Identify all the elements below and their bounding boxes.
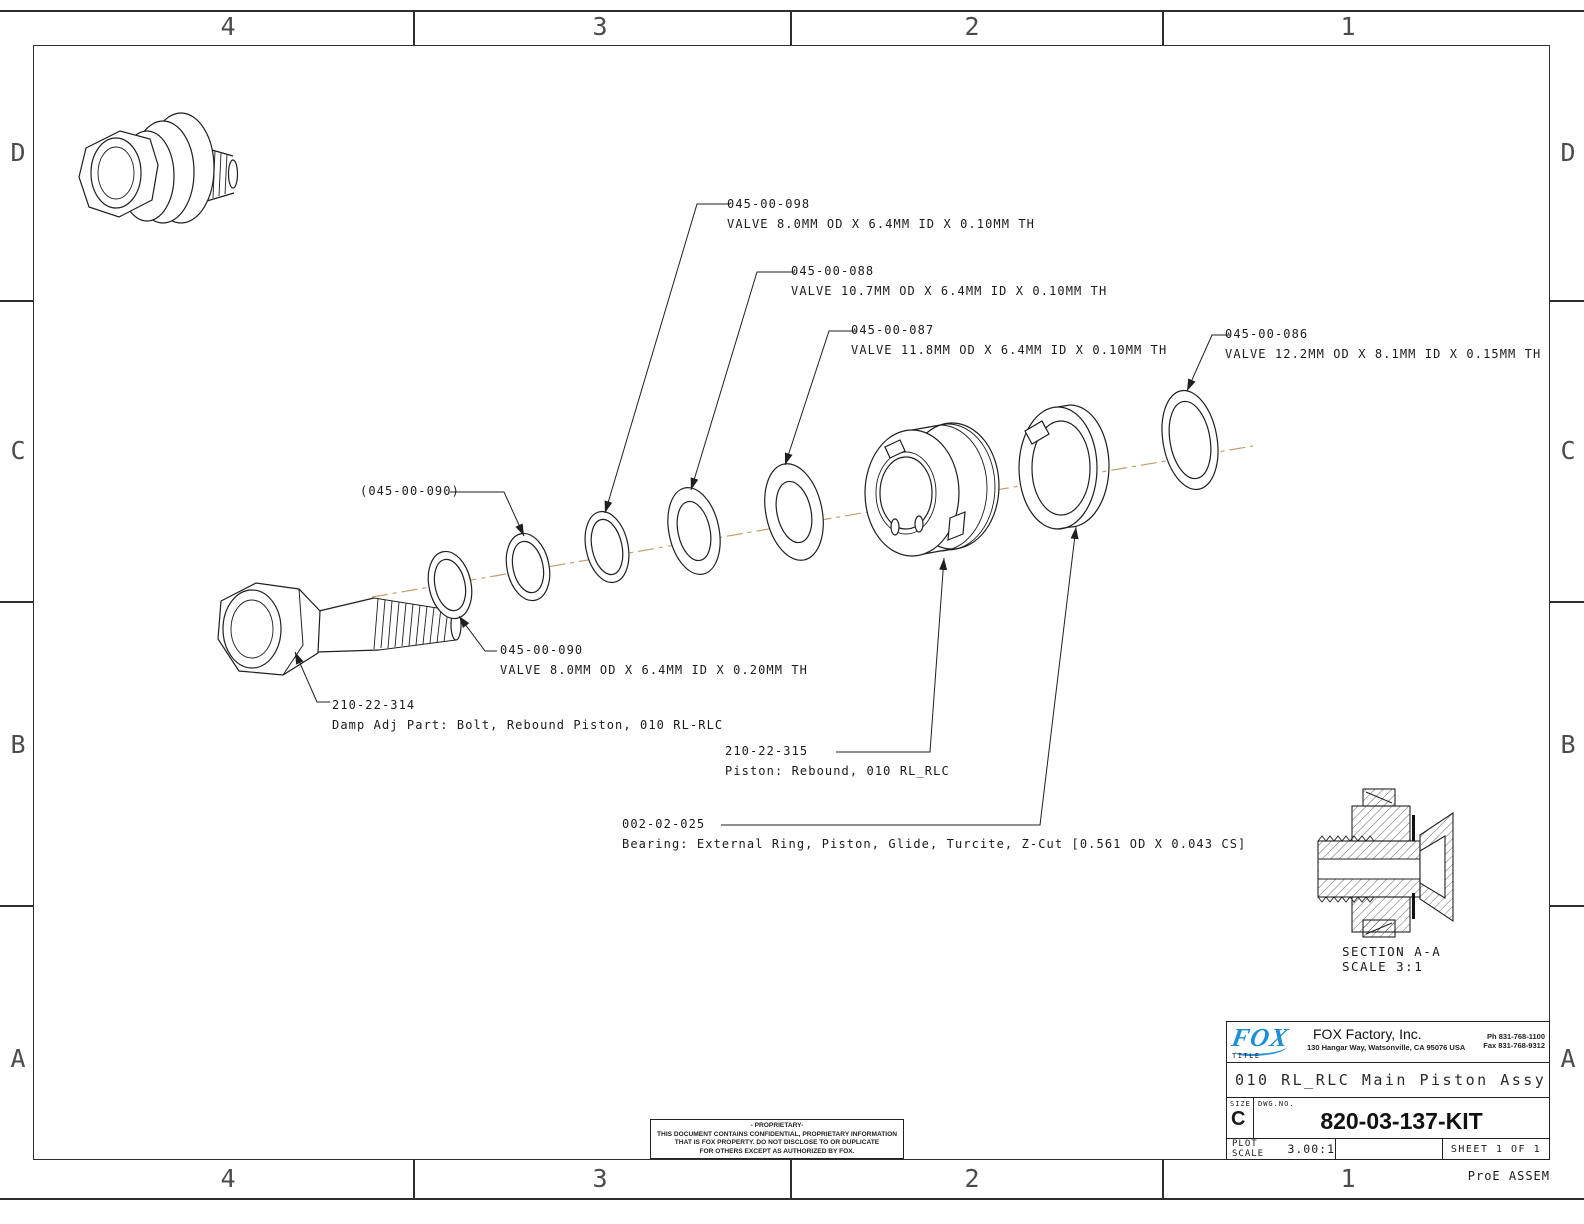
section-view <box>1318 789 1453 937</box>
zone-col-label: 4 <box>220 12 236 41</box>
zone-row-label: B <box>10 730 26 759</box>
plot-scale-cell <box>1227 1139 1336 1159</box>
callout-045-00-088 <box>791 261 1107 301</box>
zone-row-label: B <box>1560 730 1576 759</box>
company-phone-fax <box>1483 1032 1545 1050</box>
part-number: 045-00-087 <box>851 323 935 337</box>
footer-note: ProE ASSEM <box>1467 1169 1550 1183</box>
section-scale: SCALE 3:1 <box>1342 959 1424 974</box>
proprietary-line: - PROPRIETARY- <box>750 1122 804 1129</box>
part-description: VALVE 10.7MM OD X 6.4MM ID X 0.10MM TH <box>791 284 1108 298</box>
callout-045-00-098 <box>727 194 1035 234</box>
zone-col-label: 3 <box>592 12 608 41</box>
part-number: 045-00-086 <box>1225 327 1309 341</box>
callout-045-00-090-ref <box>360 481 460 501</box>
title-row <box>1227 1063 1549 1097</box>
part-description: Piston: Rebound, 010 RL_RLC <box>725 764 950 778</box>
callout-210-22-314 <box>332 695 723 735</box>
part-number: 210-22-315 <box>725 744 809 758</box>
part-bearing-002-02-025 <box>1019 405 1109 529</box>
part-valve-045-00-090-alt <box>500 529 555 604</box>
dwg-no-label: DWG.NO. <box>1258 1099 1295 1108</box>
company-fax: Fax 831-768-9312 <box>1483 1041 1545 1050</box>
part-bolt-210-22-314 <box>218 583 461 675</box>
part-valve-045-00-086 <box>1155 386 1226 494</box>
size-dwg-row <box>1227 1098 1549 1139</box>
drawing-title: 010 RL_RLC Main Piston Assy <box>1235 1071 1547 1089</box>
part-piston-210-22-315 <box>865 423 999 556</box>
part-description: VALVE 8.0MM OD X 6.4MM ID X 0.20MM TH <box>500 663 809 677</box>
part-valve-045-00-098 <box>579 507 635 586</box>
assembled-view <box>79 113 238 223</box>
size-value: C <box>1231 1107 1246 1130</box>
title-label: TITLE <box>1232 1052 1261 1061</box>
zone-col-label: 4 <box>220 1164 236 1193</box>
proprietary-line: THIS DOCUMENT CONTAINS CONFIDENTIAL, PROPRIETARY INFORMATION <box>657 1130 897 1138</box>
dwg-number: 820-03-137-KIT <box>1320 1107 1483 1134</box>
sheet-number: SHEET 1 OF 1 <box>1450 1143 1542 1155</box>
company-address: 130 Hangar Way, Watsonville, CA 95076 USA <box>1307 1043 1466 1052</box>
size-label: SIZE <box>1230 1099 1251 1108</box>
part-number: 045-00-090 <box>500 643 584 657</box>
zone-row-label: D <box>1560 138 1576 167</box>
title-block-header <box>1227 1022 1549 1063</box>
zone-row-label: D <box>10 138 26 167</box>
part-description: Bearing: External Ring, Piston, Glide, Turcite, Z-Cut [0.561 OD X 0.043 CS] <box>622 837 1247 851</box>
part-number: (045-00-090) <box>360 484 460 498</box>
part-description: VALVE 12.2MM OD X 8.1MM ID X 0.15MM TH <box>1225 347 1542 361</box>
callout-045-00-090 <box>500 640 808 680</box>
zone-col-label: 2 <box>964 1164 980 1193</box>
part-description: Damp Adj Part: Bolt, Rebound Piston, 010 RL-RLC <box>332 718 724 732</box>
fox-logo: FOX <box>1229 1023 1292 1052</box>
zone-row-label: A <box>1560 1044 1576 1073</box>
plot-scale-value: 3.00:1 <box>1287 1142 1335 1156</box>
zone-col-label: 1 <box>1340 1164 1356 1193</box>
part-description: VALVE 8.0MM OD X 6.4MM ID X 0.10MM TH <box>727 217 1036 231</box>
company-phone: Ph 831-768-1100 <box>1487 1032 1545 1041</box>
part-valve-045-00-087 <box>756 458 831 566</box>
zone-row-label: C <box>1560 436 1576 465</box>
zone-row-label: C <box>10 436 26 465</box>
part-description: VALVE 11.8MM OD X 6.4MM ID X 0.10MM TH <box>851 343 1168 357</box>
sheet-cell <box>1443 1139 1549 1159</box>
part-valve-045-00-088 <box>660 483 727 579</box>
section-title: SECTION A-A <box>1342 944 1442 959</box>
proprietary-notice <box>650 1119 904 1159</box>
size-cell <box>1227 1098 1254 1138</box>
callout-002-02-025 <box>622 814 1246 854</box>
part-number: 045-00-088 <box>791 264 875 278</box>
part-number: 210-22-314 <box>332 698 416 712</box>
zone-col-label: 2 <box>964 12 980 41</box>
dwg-cell <box>1254 1098 1549 1138</box>
callout-045-00-086 <box>1225 324 1541 364</box>
part-number: 045-00-098 <box>727 197 811 211</box>
plot-scale-label: PLOT SCALE <box>1232 1139 1265 1159</box>
callout-045-00-087 <box>851 320 1167 360</box>
zone-col-label: 3 <box>592 1164 608 1193</box>
zone-col-label: 1 <box>1340 12 1356 41</box>
title-block <box>1226 1021 1550 1160</box>
company-name: FOX Factory, Inc. <box>1313 1026 1422 1042</box>
callout-210-22-315 <box>725 741 950 781</box>
proprietary-line: FOR OTHERS EXCEPT AS AUTHORIZED BY FOX. <box>699 1147 855 1155</box>
part-valve-045-00-090 <box>422 547 477 622</box>
empty-cell <box>1336 1139 1443 1159</box>
part-number: 002-02-025 <box>622 817 706 831</box>
proprietary-line: THAT IS FOX PROPERTY. DO NOT DISCLOSE TO OR DUPLICATE <box>674 1139 880 1147</box>
section-view-label <box>1342 944 1441 974</box>
scale-sheet-row <box>1227 1139 1549 1159</box>
zone-row-label: A <box>10 1044 26 1073</box>
